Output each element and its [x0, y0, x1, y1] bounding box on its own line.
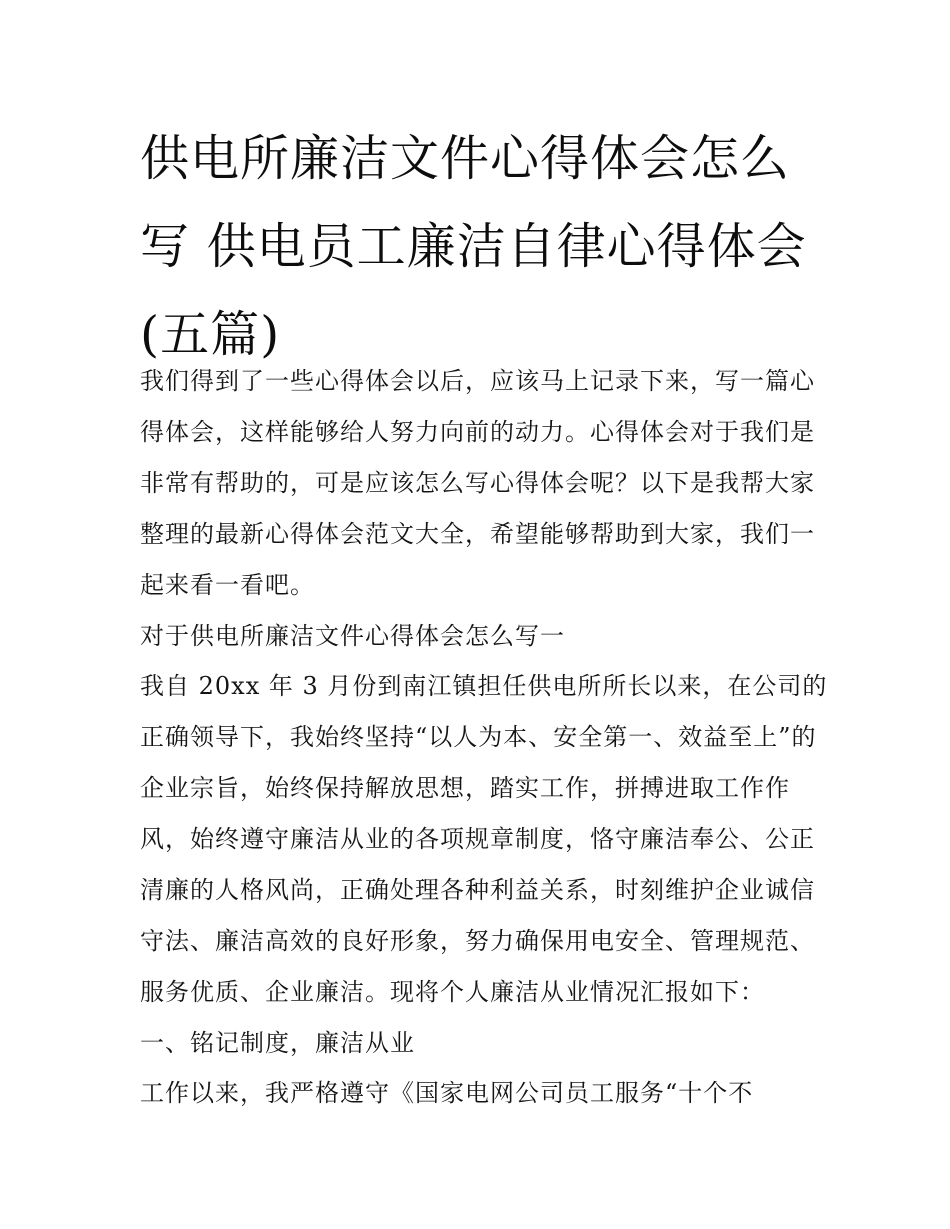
- text-line: 非常有帮助的，可是应该怎么写心得体会呢？以下是我帮大家: [140, 469, 815, 497]
- text-line: 整理的最新心得体会范文大全，希望能够帮助到大家，我们一: [140, 520, 815, 548]
- document-title: [140, 115, 820, 379]
- document-body: [140, 356, 830, 1119]
- text-line: 服务优质、企业廉洁。现将个人廉洁从业情况汇报如下：: [140, 978, 765, 1006]
- section-paragraph: [140, 661, 830, 1018]
- text-line: 我自 20xx 年 3 月份到南江镇担任供电所所长以来，在公司的: [140, 672, 828, 700]
- text-line: 起来看一看吧。: [140, 571, 315, 599]
- text-line: 工作以来，我严格遵守《国家电网公司员工服务“十个不: [140, 1079, 754, 1107]
- text-line: 我们得到了一些心得体会以后，应该马上记录下来，写一篇心: [140, 367, 815, 395]
- text-line: 正确领导下，我始终坚持“以人为本、安全第一、效益至上”的: [140, 723, 817, 751]
- text-line: 得体会，这样能够给人努力向前的动力。心得体会对于我们是: [140, 418, 815, 446]
- text-line: 清廉的人格风尚，正确处理各种利益关系，时刻维护企业诚信: [140, 876, 815, 904]
- title-line: (五篇): [140, 306, 281, 363]
- intro-paragraph: [140, 356, 830, 611]
- title-line: 写 供电员工廉洁自律心得体会: [140, 218, 807, 275]
- text-line: 企业宗旨，始终保持解放思想，踏实工作，拼搏进取工作作: [140, 774, 790, 802]
- title-line: 供电所廉洁文件心得体会怎么: [140, 130, 791, 187]
- section-heading: 对于供电所廉洁文件心得体会怎么写一: [140, 622, 565, 650]
- text-line: 风，始终遵守廉洁从业的各项规章制度，恪守廉洁奉公、公正: [140, 825, 815, 853]
- text-line: 守法、廉洁高效的良好形象，努力确保用电安全、管理规范、: [140, 927, 815, 955]
- subheading: 一、铭记制度，廉洁从业: [140, 1029, 415, 1057]
